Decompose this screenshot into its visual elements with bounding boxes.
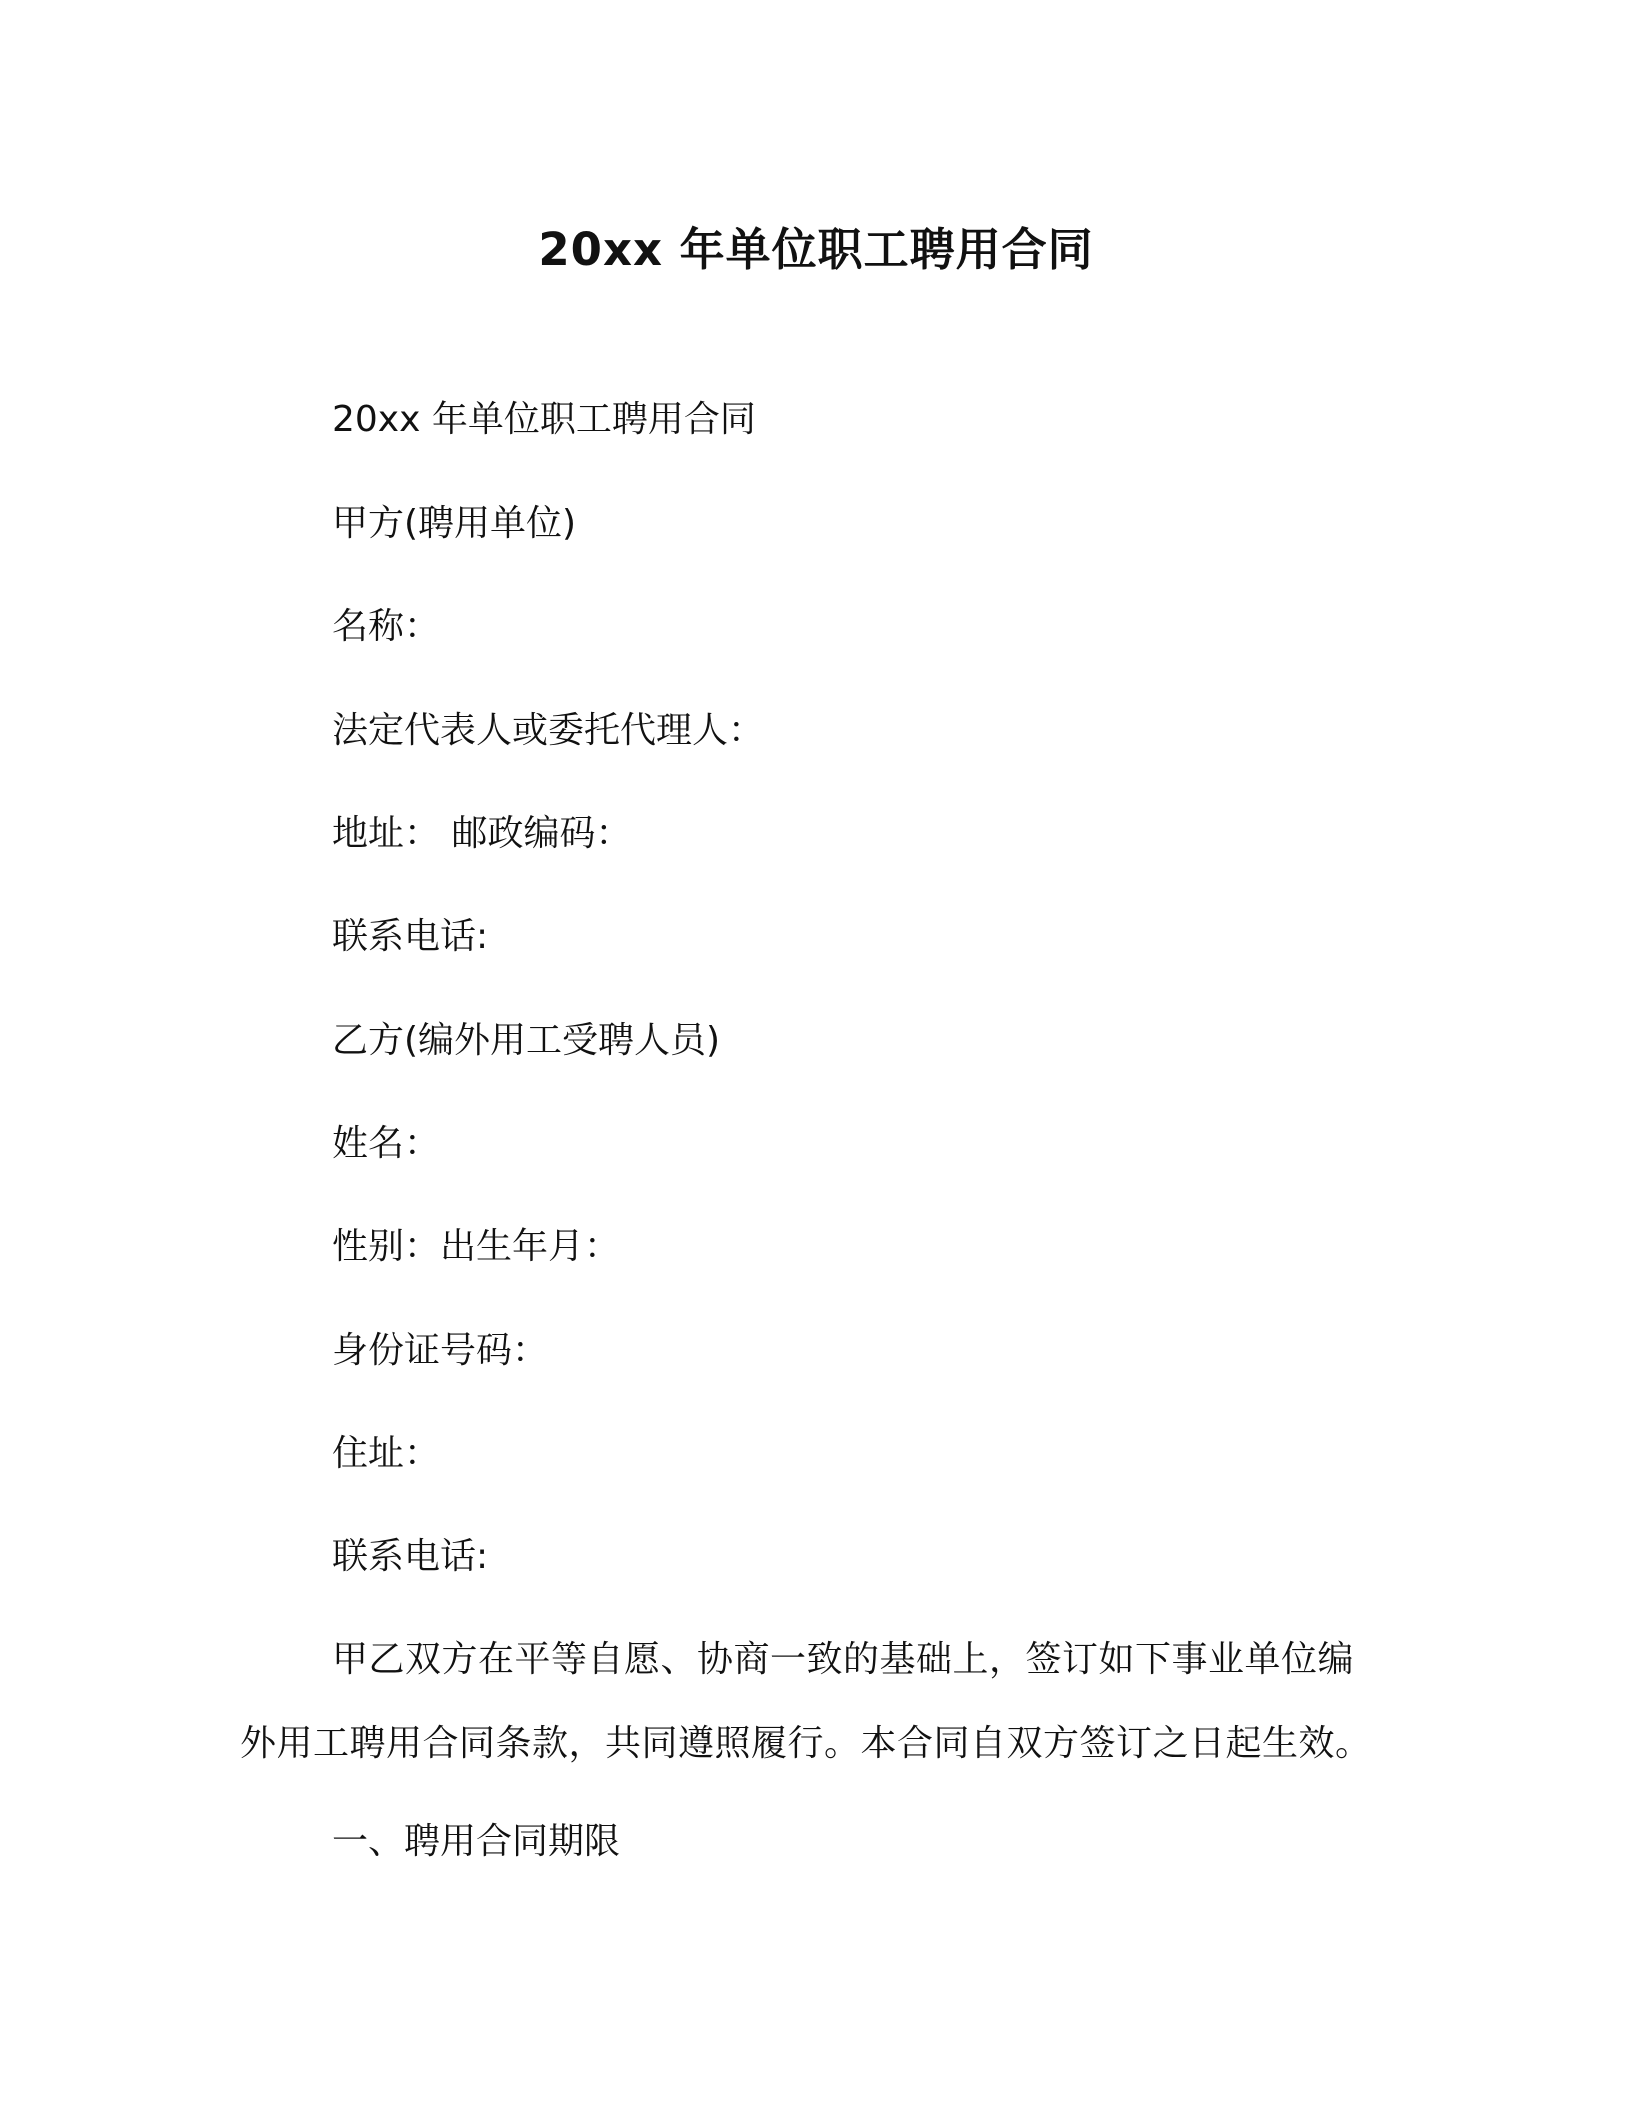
document-title: 20xx 年单位职工聘用合同 [538, 223, 1094, 276]
party-b-gender-birth-field: 性别：出生年月： [332, 1226, 621, 1267]
party-a-address-field: 地址： 邮政编码： [332, 813, 632, 854]
party-a-name-field: 名称： [332, 606, 441, 647]
subtitle-line: 20xx 年单位职工聘用合同 [332, 399, 756, 440]
party-b-phone-field: 联系电话: [332, 1536, 489, 1577]
party-a-representative-field: 法定代表人或委托代理人： [332, 710, 765, 751]
party-a-label: 甲方(聘用单位) [332, 503, 577, 544]
section-heading: 一、聘用合同期限 [332, 1821, 621, 1862]
party-b-id-number-field: 身份证号码： [332, 1330, 549, 1371]
party-b-name-field: 姓名： [332, 1123, 441, 1164]
agreement-paragraph: 甲乙双方在平等自愿、协商一致的基础上，签订如下事业单位编外用工聘用合同条款，共同遵照履行。本合同自双方签订之日起生效。 [240, 1639, 1372, 1764]
party-b-label: 乙方(编外用工受聘人员) [332, 1020, 721, 1061]
party-a-phone-field: 联系电话: [332, 916, 489, 957]
party-b-address-field: 住址： [332, 1433, 441, 1474]
